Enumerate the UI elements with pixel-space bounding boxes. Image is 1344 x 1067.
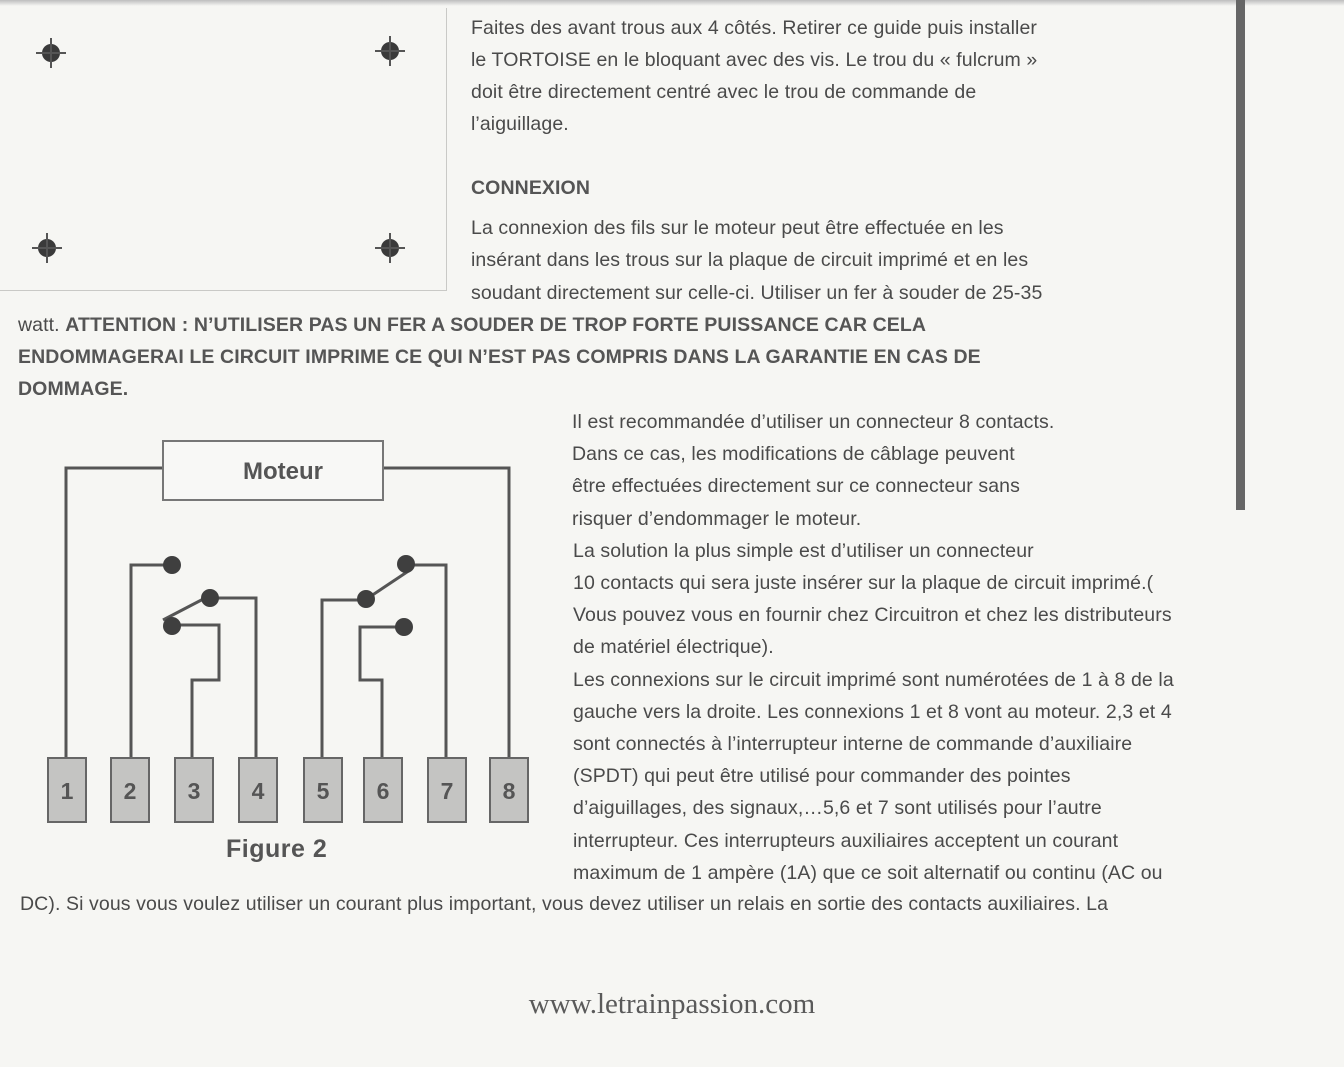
terminal-label: 1 <box>60 778 74 804</box>
terminal-8 <box>490 758 528 822</box>
body-line: être effectuées directement sur ce connecteur sans <box>572 475 1020 497</box>
contact-dot <box>163 617 181 635</box>
wire-terminal-2 <box>131 565 170 758</box>
figure-caption: Figure 2 <box>226 835 328 863</box>
contact-dot <box>163 556 181 574</box>
body-line: risquer d’endommager le moteur. <box>572 508 862 530</box>
body-line: Il est recommandée d’utiliser un connecteur 8 contacts. <box>572 411 1055 433</box>
body-line: La solution la plus simple est d’utiliser un connecteur <box>573 540 1034 562</box>
right-margin-rule <box>1236 0 1245 510</box>
watt-prefix: watt. <box>18 314 66 336</box>
terminal-label: 4 <box>251 778 265 804</box>
intro-line: Faites des avant trous aux 4 côtés. Retirer ce guide puis installer <box>471 17 1037 39</box>
terminal-5 <box>304 758 342 822</box>
terminal-label: 5 <box>316 778 330 804</box>
terminal-label: 8 <box>502 778 516 804</box>
final-line: DC). Si vous vous voulez utiliser un courant plus important, vous devez utiliser un relais en sortie des contacts auxiliaires. La <box>20 893 1109 915</box>
hole-bottom-left-icon <box>38 239 56 257</box>
terminal-label: 3 <box>187 778 201 804</box>
body-line: Vous pouvez vous en fournir chez Circuitron et chez les distributeurs <box>573 604 1172 626</box>
wire-terminal-7 <box>405 565 446 758</box>
warning-first-line <box>18 309 926 341</box>
warning-line: ATTENTION : N’UTILISER PAS UN FER A SOUDER DE TROP FORTE PUISSANCE CAR CELA <box>65 314 927 336</box>
body-line: gauche vers la droite. Les connexions 1 et 8 vont au moteur. 2,3 et 4 <box>573 701 1172 723</box>
terminal-label: 2 <box>123 778 137 804</box>
terminal-4 <box>239 758 277 822</box>
wires <box>66 468 509 758</box>
website-link[interactable]: www.letrainpassion.com <box>528 988 816 1020</box>
body-line: interrupteur. Ces interrupteurs auxiliaires acceptent un courant <box>573 830 1119 852</box>
wiring-figure <box>30 430 550 870</box>
section-heading: CONNEXION <box>471 177 590 199</box>
intro-line: le TORTOISE en le bloquant avec des vis. Le trou du « fulcrum » <box>471 49 1038 71</box>
terminal-7 <box>428 758 466 822</box>
warning-line: ENDOMMAGERAI LE CIRCUIT IMPRIME CE QUI N’EST PAS COMPRIS DANS LA GARANTIE EN CAS DE <box>18 346 981 368</box>
connexion-line: soudant directement sur celle-ci. Utiliser un fer à souder de 25-35 <box>471 282 1043 304</box>
terminal-label: 6 <box>376 778 390 804</box>
hole-top-left-icon <box>42 44 60 62</box>
contact-dot <box>395 618 413 636</box>
terminal-3 <box>175 758 213 822</box>
contact-dot <box>357 590 375 608</box>
terminal-2 <box>111 758 149 822</box>
body-line: Les connexions sur le circuit imprimé sont numérotées de 1 à 8 de la <box>573 669 1174 691</box>
wire-motor-1 <box>66 468 163 758</box>
connexion-line: insérant dans les trous sur la plaque de circuit imprimé et en les <box>471 249 1029 271</box>
intro-line: l’aiguillage. <box>471 113 569 135</box>
hole-top-right-icon <box>381 42 399 60</box>
body-line: de matériel électrique). <box>573 636 774 658</box>
website-footer[interactable] <box>0 988 1344 1021</box>
terminal-1 <box>48 758 86 822</box>
motor-label: Moteur <box>243 458 323 485</box>
body-line: (SPDT) qui peut être utilisé pour commander des pointes <box>573 765 1071 787</box>
scan-top-shadow <box>0 0 1344 6</box>
body-line: Dans ce cas, les modifications de câblage peuvent <box>572 443 1015 465</box>
switch-2-blade <box>368 570 410 598</box>
intro-line: doit être directement centré avec le trou de commande de <box>471 81 977 103</box>
contact-dot <box>397 555 415 573</box>
contact-dot <box>201 589 219 607</box>
body-line: 10 contacts qui sera juste insérer sur la plaque de circuit imprimé.( <box>573 572 1154 594</box>
body-line: sont connectés à l’interrupteur interne de commande d’auxiliaire <box>573 733 1133 755</box>
wire-terminal-6 <box>360 627 403 758</box>
wire-terminal-4 <box>210 598 256 758</box>
hole-bottom-right-icon <box>381 239 399 257</box>
wire-terminal-3 <box>173 625 219 758</box>
terminal-6 <box>364 758 402 822</box>
warning-line: DOMMAGE. <box>18 378 129 400</box>
terminal-label: 7 <box>440 778 454 804</box>
body-line: d’aiguillages, des signaux,…5,6 et 7 sont utilisés pour l’autre <box>573 797 1102 819</box>
body-line: maximum de 1 ampère (1A) que ce soit alternatif ou continu (AC ou <box>573 862 1163 884</box>
connexion-line: La connexion des fils sur le moteur peut être effectuée en les <box>471 217 1004 239</box>
drilling-template <box>0 8 447 291</box>
terminal-strip <box>48 758 528 822</box>
